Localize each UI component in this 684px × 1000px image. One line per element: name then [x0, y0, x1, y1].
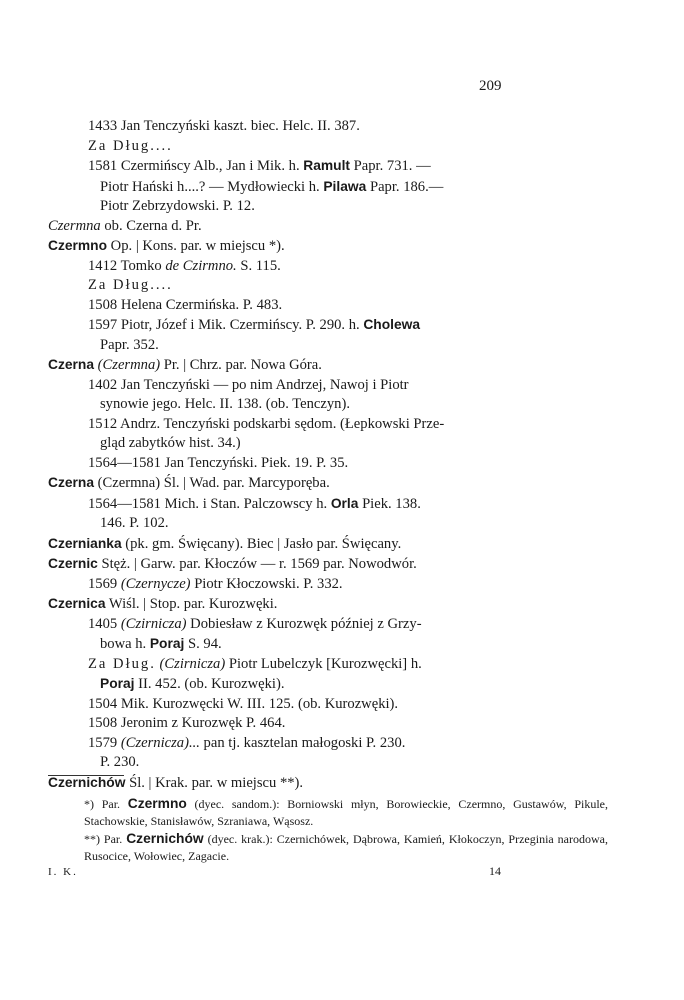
- text-run: 1433 Jan Tenczyński kaszt. biec. Helc. II. 387.: [88, 118, 360, 134]
- bold-term: Orla: [330, 495, 359, 511]
- text-run: 1504 Mik. Kurozwęcki W. III. 125. (ob. Kurozwęki).: [88, 695, 399, 712]
- bold-term: Czermno: [48, 238, 108, 253]
- bold-term: Czermno: [127, 796, 187, 811]
- entry-heading-line: [48, 473, 608, 494]
- text-run: 1405: [88, 615, 121, 632]
- entry-line: [48, 117, 608, 137]
- text-run: 1581 Czermińscy Alb., Jan i Mik. h.: [88, 158, 304, 174]
- text-run: 146. P. 102.: [100, 515, 169, 531]
- bold-term: Czernichów: [126, 831, 204, 846]
- entry-heading-line: [48, 773, 608, 794]
- text-run: Papr. 731. —: [350, 158, 431, 174]
- entry-heading-line: [48, 236, 608, 257]
- text-run: bowa h.: [100, 636, 150, 652]
- printer-signature: I. K.: [48, 866, 78, 878]
- text-run: gląd zabytków hist. 34.): [100, 435, 241, 451]
- text-run: 1412 Tomko: [88, 257, 166, 274]
- entry-line: [48, 376, 608, 396]
- entry-line: [48, 494, 608, 515]
- text-run: Piotr Zebrzydowski. P. 12.: [100, 198, 255, 214]
- entry-line: [48, 395, 608, 415]
- italic-term: (Czirnicza): [120, 615, 187, 632]
- entry-line: [48, 434, 608, 454]
- bold-term: Czernica: [48, 596, 106, 611]
- entry-line: [48, 615, 608, 635]
- entry-line: [48, 655, 608, 675]
- footnotes: [48, 795, 608, 865]
- italic-term: (Czernicza)...: [120, 734, 200, 751]
- text-run: Op. | Kons. par. w miejscu *).: [107, 238, 285, 254]
- text-run: 1579: [88, 734, 121, 751]
- entry-line: [48, 695, 608, 715]
- text-run: Za Dług....: [88, 137, 173, 154]
- entry-line: [48, 336, 608, 356]
- entry-line: [48, 734, 608, 754]
- text-run: ob. Czerna d. Pr.: [100, 217, 202, 234]
- entries-body: [48, 117, 608, 793]
- text-run: Za Dług.: [88, 655, 156, 672]
- text-run: 1508 Jeronim z Kurozwęk P. 464.: [88, 715, 286, 731]
- entry-line: [48, 315, 608, 336]
- italic-term: (Czermna): [97, 357, 161, 373]
- entry-line: [48, 454, 608, 474]
- page-number: 209: [479, 78, 502, 94]
- italic-term: (Czirnicza): [159, 655, 226, 672]
- text-run: (pk. gm. Święcany). Biec | Jasło par. Święcany.: [121, 535, 402, 552]
- entry-line: [48, 177, 608, 198]
- footnote: [48, 830, 608, 865]
- entry-line: [48, 415, 608, 435]
- text-run: Za Dług....: [88, 277, 173, 293]
- entry-line: [48, 714, 608, 734]
- entry-line: [48, 296, 608, 316]
- entry-heading-line: [48, 554, 608, 575]
- text-run: Stęż. | Garw. par. Kłoczów — r. 1569 par. Nowodwór.: [97, 556, 417, 572]
- footnote: [48, 795, 608, 830]
- text-run: pan tj. kasztelan małogoski P. 230.: [199, 734, 406, 751]
- sheet-signature-number: 14: [489, 864, 501, 878]
- text-run: 1402 Jan Tenczyński — po nim Andrzej, Nawoj i Piotr: [88, 376, 409, 393]
- entry-line: [48, 257, 608, 277]
- italic-term: Czermna: [48, 217, 101, 234]
- entry-line: [48, 197, 608, 217]
- text-run: Papr. 186.—: [366, 178, 444, 195]
- entry-line: [48, 753, 608, 773]
- text-run: 1508 Helena Czermińska. P. 483.: [88, 296, 283, 313]
- text-run: II. 452. (ob. Kurozwęki).: [134, 676, 285, 692]
- bold-term: Ramult: [303, 158, 351, 173]
- text-run: Piek. 138.: [358, 495, 421, 512]
- text-run: 1597 Piotr, Józef i Mik. Czermińscy. P. 290. h.: [88, 317, 364, 333]
- bold-term: Czerna: [48, 357, 95, 372]
- bold-term: Czerna: [48, 475, 95, 490]
- italic-term: (Czernycze): [120, 575, 191, 592]
- bold-term: Cholewa: [363, 317, 421, 332]
- footnote-rule: [48, 775, 124, 776]
- text-run: (dyec. sandom.): Borniowski młyn, Borowieckie, Czermno, Gustawów, Pikule, Stachowskie, Stanisławów, Szraniawa, Wąsosz.: [84, 797, 608, 828]
- bold-term: Czernic: [48, 556, 98, 571]
- text-run: Śl. | Krak. par. w miejscu **).: [125, 774, 304, 791]
- entry-heading-line: [48, 594, 608, 615]
- text-run: 1569: [88, 575, 121, 592]
- text-run: synowie jego. Helc. II. 138. (ob. Tenczyn).: [100, 396, 350, 412]
- bold-term: Poraj: [149, 636, 185, 651]
- text-run: *) Par.: [84, 797, 128, 811]
- text-run: Pr. | Chrz. par. Nowa Góra.: [160, 357, 322, 373]
- text-run: S. 94.: [184, 636, 222, 652]
- entry-line: [48, 674, 608, 695]
- text-run: Piotr Lubelczyk [Kurozwęcki] h.: [225, 655, 422, 672]
- bold-term: Poraj: [100, 676, 135, 691]
- text-run: **) Par.: [84, 832, 127, 846]
- entry-line: [48, 634, 608, 655]
- text-run: 1512 Andrz. Tenczyński podskarbi sędom. (Łepkowski Prze-: [88, 415, 445, 432]
- text-run: S. 115.: [236, 257, 281, 274]
- text-run: P. 230.: [100, 754, 140, 770]
- text-run: Piotr Hański h....? — Mydłowiecki h.: [100, 178, 324, 195]
- text-run: 1564—1581 Mich. i Stan. Palczowscy h.: [88, 495, 331, 512]
- entry-heading-line: [48, 534, 608, 555]
- entry-line: [48, 575, 608, 595]
- entry-line: [48, 137, 608, 157]
- text-run: Wiśl. | Stop. par. Kurozwęki.: [105, 596, 278, 612]
- italic-term: de Czirmno.: [165, 257, 237, 274]
- text-run: Piotr Kłoczowski. P. 332.: [190, 575, 343, 592]
- bold-term: Czernichów: [48, 774, 126, 790]
- text-run: Dobiesław z Kurozwęk później z Grzy-: [186, 615, 422, 632]
- text-run: (dyec. krak.): Czernichówek, Dąbrowa, Kamień, Kłokoczyn, Przeginia narodowa, Rusocice, Wołowiec, Zagacie.: [84, 832, 608, 863]
- bold-term: Czernianka: [48, 535, 122, 551]
- entry-heading-line: [48, 355, 608, 376]
- entry-line: [48, 276, 608, 296]
- entry-heading-line: [48, 217, 608, 237]
- bold-term: Pilawa: [323, 178, 367, 194]
- entry-line: [48, 156, 608, 177]
- text-run: Papr. 352.: [100, 336, 159, 353]
- entry-line: [48, 514, 608, 534]
- text-run: 1564—1581 Jan Tenczyński. Piek. 19. P. 35.: [88, 454, 349, 471]
- text-run: (Czermna) Śl. | Wad. par. Marcyporęba.: [94, 475, 330, 491]
